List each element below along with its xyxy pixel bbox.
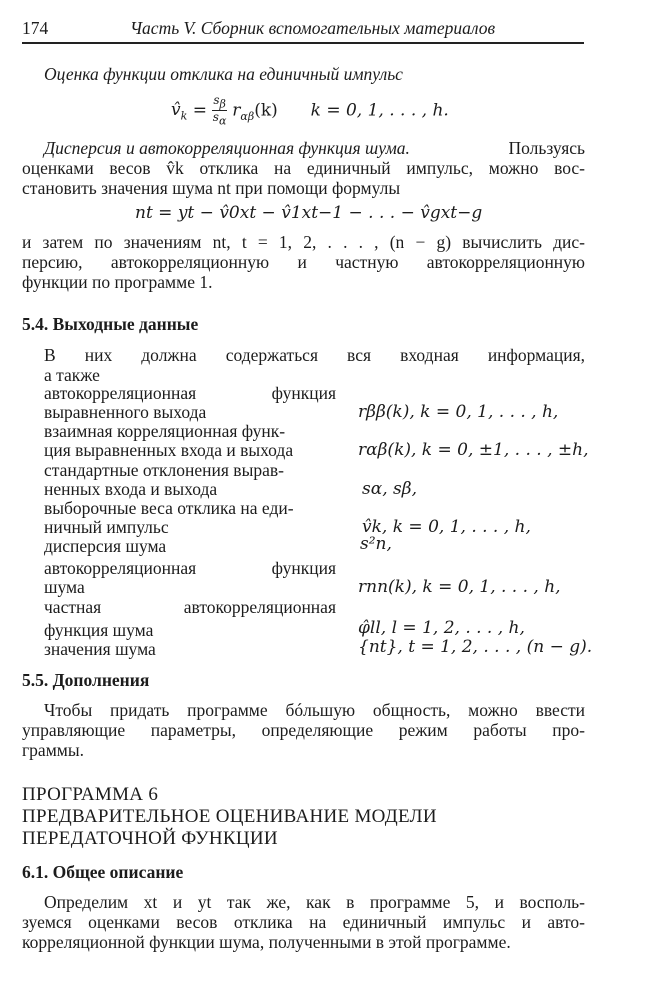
output-item-formula: sα, sβ, [362,479,417,499]
formula-fraction: $\frac{s_\beta}{s_\alpha}$ [212,93,227,128]
section-5-5-line3: граммы. [22,740,84,760]
output-item-label: выравненного выхода [44,402,207,422]
noise-para-line4: и затем по значениям nt, t = 1, 2, . . . , (n − g) вычислить дис- [22,232,585,252]
noise-para-line2: оценками весов v̂k отклика на единичный импульс, можно вос- [22,158,585,178]
running-title: Часть V. Сборник вспомогательных материалов [130,18,496,38]
section-5-4-intro-line2: а также [44,365,100,385]
output-item-label: частная автокорреляционная [44,597,336,617]
section-6-1-heading: 6.1. Общее описание [22,862,184,882]
output-item-label: взаимная корреляционная функ- [44,421,286,441]
output-item-label: дисперсия шума [44,536,167,556]
section-6-1-line1: Определим xt и yt так же, как в программе 5, и восполь- [44,892,585,912]
program-subtitle-line1: ПРЕДВАРИТЕЛЬНОЕ ОЦЕНИВАНИЕ МОДЕЛИ [22,806,437,827]
output-item-formula: rββ(k), k = 0, 1, . . . , h, [358,402,559,422]
section-6-1-line3: корреляционной функции шума, полученными в этой программе. [22,932,511,952]
noise-para-line6: функции по программе 1. [22,272,213,292]
noise-para-line3: становить значения шума nt при помощи формулы [22,178,401,198]
formula-lhs: $v̂_k$ [171,100,188,123]
output-item-label: ничный импульс [44,517,169,537]
output-item-label: шума [44,577,85,597]
noise-para-line1: Дисперсия и автокорреляционная функция шума. Пользуясь [44,138,585,158]
output-item-formula: φ̂ll, l = 1, 2, . . . , h, [358,618,525,638]
section-5-4-heading: 5.4. Выходные данные [22,314,199,334]
impulse-formula: $v̂_k$ = $\frac{s_\beta}{s_\alpha}$ $r_{\alpha\beta}(k) k = 0$, 1, . . . , h. [171,93,449,128]
output-item-label: ненных входа и выхода [44,479,218,499]
section-5-5-heading: 5.5. Дополнения [22,670,150,690]
output-item-label: автокорреляционная функция [44,383,336,403]
noise-formula: nt = yt − v̂0xt − v̂1xt−1 − . . . − v̂gxt−g [135,203,483,223]
program-title: ПРОГРАММА 6 [22,784,159,805]
section-5-4-intro-line1: В них должна содержаться вся входная информация, [44,345,585,365]
output-item-label: выборочные веса отклика на еди- [44,498,294,518]
header-rule [22,42,584,44]
formula-range: k = 0, 1, . . . , h. [310,100,449,121]
section-6-1-line2: зуемся оценками весов отклика на единичный импульс и авто- [22,912,585,932]
program-subtitle-line2: ПЕРЕДАТОЧНОЙ ФУНКЦИИ [22,828,278,849]
output-item-formula: rnn(k), k = 0, 1, . . . , h, [358,577,561,597]
output-item-formula: v̂k, k = 0, 1, . . . , h, [362,517,531,537]
output-item-label: автокорреляционная функция [44,558,336,578]
output-item-formula: s²n, [360,534,392,554]
output-item-label: ция выравненных входа и выхода [44,440,294,460]
output-item-formula: {nt}, t = 1, 2, . . . , (n − g). [358,637,593,657]
output-item-label: значения шума [44,639,156,659]
output-item-label: функция шума [44,620,154,640]
impulse-heading: Оценка функции отклика на единичный импульс [44,64,403,84]
output-item-label: стандартные отклонения вырав- [44,460,284,480]
noise-para-line5: персию, автокорреляционную и частную автокорреляционную [22,252,585,272]
section-5-5-line1: Чтобы придать программе бóльшую общность, можно ввести [44,700,585,720]
output-item-formula: rαβ(k), k = 0, ±1, . . . , ±h, [358,440,589,460]
section-5-5-line2: управляющие параметры, определяющие режим работы про- [22,720,585,740]
page-number: 174 [22,18,49,38]
